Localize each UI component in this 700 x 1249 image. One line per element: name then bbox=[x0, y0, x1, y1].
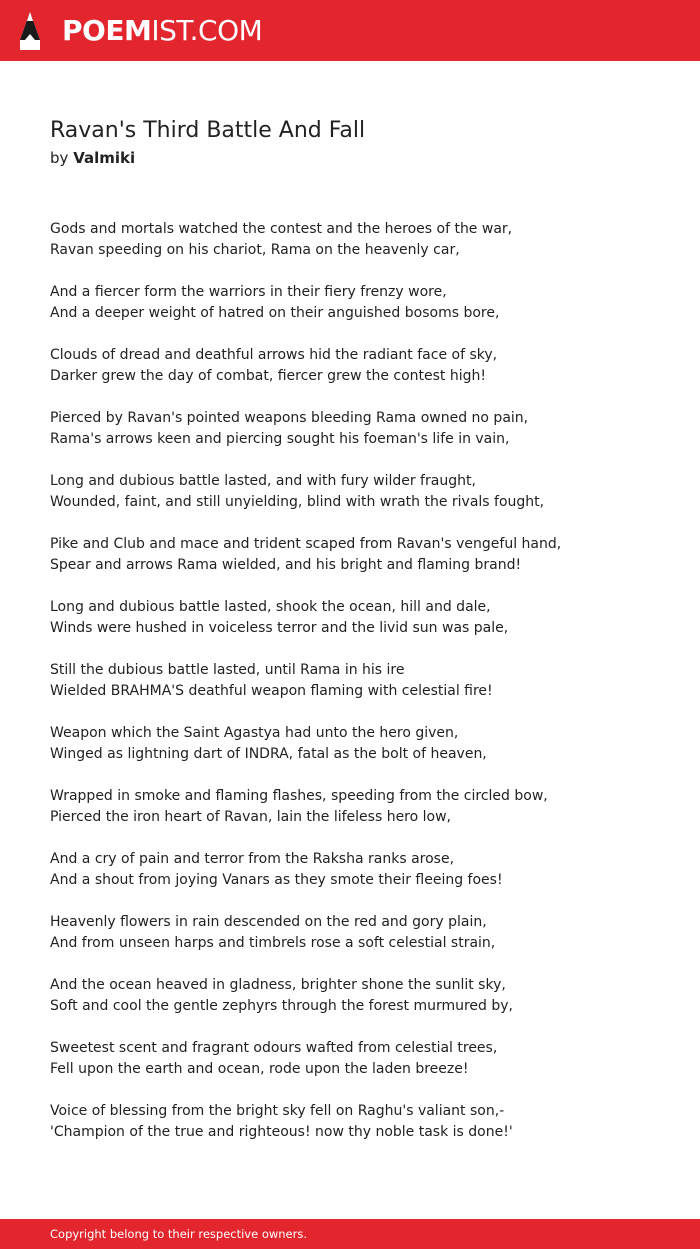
stanza bbox=[50, 1038, 670, 1080]
poem-line: Still the dubious battle lasted, until Rama in his ire bbox=[50, 662, 405, 678]
stanza bbox=[50, 219, 670, 261]
poem-line: Heavenly flowers in rain descended on the red and gory plain, bbox=[50, 914, 487, 930]
poem-line: Soft and cool the gentle zephyrs through the forest murmured by, bbox=[50, 998, 514, 1014]
site-footer bbox=[0, 1219, 700, 1249]
stanza bbox=[50, 408, 670, 450]
poem-line: And a fiercer form the warriors in their fiery frenzy wore, bbox=[50, 284, 447, 300]
author-name: Valmiki bbox=[73, 149, 136, 167]
poem-line: Wounded, faint, and still unyielding, blind with wrath the rivals fought, bbox=[50, 494, 545, 510]
poem-line: Winged as lightning dart of INDRA, fatal as the bolt of heaven, bbox=[50, 746, 487, 762]
logo-light-text: IST.COM bbox=[151, 14, 263, 47]
by-label: by bbox=[50, 149, 69, 167]
poem-line: Rama's arrows keen and piercing sought his foeman's life in vain, bbox=[50, 431, 510, 447]
poem-line: 'Champion of the true and righteous! now thy noble task is done!' bbox=[50, 1124, 513, 1140]
copyright-text: Copyright belong to their respective owners. bbox=[50, 1227, 308, 1241]
poem-line: Winds were hushed in voiceless terror and the livid sun was pale, bbox=[50, 620, 509, 636]
poem-line: Voice of blessing from the bright sky fell on Raghu's valiant son,- bbox=[50, 1103, 505, 1119]
poem-line: And a shout from joying Vanars as they smote their fleeing foes! bbox=[50, 872, 503, 888]
stanza bbox=[50, 786, 670, 828]
poem-line: Gods and mortals watched the contest and the heroes of the war, bbox=[50, 221, 513, 237]
stanza bbox=[50, 1101, 670, 1143]
poem-line: And the ocean heaved in gladness, brighter shone the sunlit sky, bbox=[50, 977, 506, 993]
stanza bbox=[50, 723, 670, 765]
site-logo[interactable] bbox=[62, 13, 262, 49]
stanza bbox=[50, 660, 670, 702]
poem-line: Long and dubious battle lasted, shook the ocean, hill and dale, bbox=[50, 599, 491, 615]
stanza bbox=[50, 975, 670, 1017]
pencil-tip-icon[interactable] bbox=[18, 10, 42, 52]
poem-line: Long and dubious battle lasted, and with fury wilder fraught, bbox=[50, 473, 476, 489]
poem-line: Sweetest scent and fragrant odours wafted from celestial trees, bbox=[50, 1040, 498, 1056]
poem-line: And a cry of pain and terror from the Raksha ranks arose, bbox=[50, 851, 455, 867]
poem-line: Clouds of dread and deathful arrows hid the radiant face of sky, bbox=[50, 347, 498, 363]
poem-line: Pike and Club and mace and trident scaped from Ravan's vengeful hand, bbox=[50, 536, 562, 552]
poem-line: Wrapped in smoke and flaming flashes, speeding from the circled bow, bbox=[50, 788, 548, 804]
stanza bbox=[50, 471, 670, 513]
stanza bbox=[50, 912, 670, 954]
logo-bold-text: POEM bbox=[62, 14, 152, 47]
poem-body bbox=[50, 219, 670, 1164]
stanza bbox=[50, 282, 670, 324]
poem-title: Ravan's Third Battle And Fall bbox=[50, 118, 366, 143]
poem-line: And from unseen harps and timbrels rose a soft celestial strain, bbox=[50, 935, 496, 951]
poem-line: Ravan speeding on his chariot, Rama on the heavenly car, bbox=[50, 242, 460, 258]
byline bbox=[50, 148, 135, 168]
poem-line: Darker grew the day of combat, fiercer grew the contest high! bbox=[50, 368, 486, 384]
poem-line: Fell upon the earth and ocean, rode upon the laden breeze! bbox=[50, 1061, 469, 1077]
stanza bbox=[50, 849, 670, 891]
stanza bbox=[50, 534, 670, 576]
poem-line: And a deeper weight of hatred on their anguished bosoms bore, bbox=[50, 305, 500, 321]
poem-line: Weapon which the Saint Agastya had unto the hero given, bbox=[50, 725, 459, 741]
site-header bbox=[0, 0, 700, 61]
poem-line: Pierced by Ravan's pointed weapons bleeding Rama owned no pain, bbox=[50, 410, 529, 426]
poem-line: Spear and arrows Rama wielded, and his bright and flaming brand! bbox=[50, 557, 522, 573]
stanza bbox=[50, 597, 670, 639]
stanza bbox=[50, 345, 670, 387]
poem-line: Wielded BRAHMA'S deathful weapon flaming with celestial fire! bbox=[50, 683, 493, 699]
poem-line: Pierced the iron heart of Ravan, lain the lifeless hero low, bbox=[50, 809, 452, 825]
